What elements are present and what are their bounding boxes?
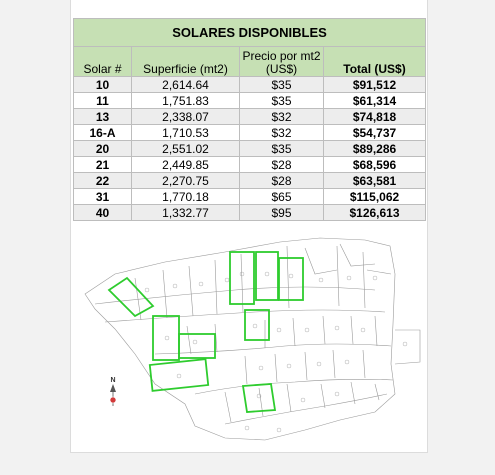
- cell-superficie: 1,332.77: [132, 205, 240, 221]
- cell-total: $89,286: [324, 141, 426, 157]
- cell-superficie: 2,270.75: [132, 173, 240, 189]
- table-row: [74, 77, 426, 93]
- cell-total: $115,062: [324, 189, 426, 205]
- highlighted-lots: [109, 252, 303, 412]
- cell-solar: 21: [74, 157, 132, 173]
- cell-solar: 16-A: [74, 125, 132, 141]
- lot-labels: [145, 272, 407, 432]
- cell-superficie: 2,551.02: [132, 141, 240, 157]
- table-row: [74, 173, 426, 189]
- table-row: [74, 157, 426, 173]
- cell-solar: 13: [74, 109, 132, 125]
- header-precio: Precio por mt2 (US$): [240, 47, 324, 77]
- table-row: [74, 109, 426, 125]
- cell-total: $54,737: [324, 125, 426, 141]
- cell-precio: $35: [240, 93, 324, 109]
- prices-table: [73, 18, 426, 221]
- compass: [110, 377, 116, 406]
- header-total: Total (US$): [324, 47, 426, 77]
- cell-solar: 40: [74, 205, 132, 221]
- cell-solar: 11: [74, 93, 132, 109]
- cell-superficie: 2,449.85: [132, 157, 240, 173]
- cell-precio: $28: [240, 157, 324, 173]
- table-row: [74, 125, 426, 141]
- cell-superficie: 1,770.18: [132, 189, 240, 205]
- lot-highlight: [279, 258, 303, 300]
- site-boundary: [85, 238, 395, 440]
- lot-highlight: [245, 310, 269, 340]
- cell-superficie: 2,338.07: [132, 109, 240, 125]
- table-row: [74, 205, 426, 221]
- cell-total: $61,314: [324, 93, 426, 109]
- compass-icon: [110, 397, 116, 403]
- lot-outlines: [85, 238, 420, 440]
- cell-solar: 22: [74, 173, 132, 189]
- north-label: N: [110, 377, 116, 384]
- cell-precio: $35: [240, 77, 324, 93]
- cell-total: $126,613: [324, 205, 426, 221]
- cell-precio: $28: [240, 173, 324, 189]
- header-superficie: Superficie (mt2): [132, 47, 240, 77]
- cell-superficie: 1,751.83: [132, 93, 240, 109]
- cell-precio: $35: [240, 141, 324, 157]
- road: [225, 394, 387, 424]
- lot-map: [75, 234, 425, 449]
- cell-superficie: 2,614.64: [132, 77, 240, 93]
- cell-superficie: 1,710.53: [132, 125, 240, 141]
- cell-precio: $32: [240, 125, 324, 141]
- cell-precio: $32: [240, 109, 324, 125]
- cell-solar: 10: [74, 77, 132, 93]
- cell-solar: 31: [74, 189, 132, 205]
- cell-total: $68,596: [324, 157, 426, 173]
- table-row: [74, 189, 426, 205]
- table-row: [74, 141, 426, 157]
- cell-precio: $95: [240, 205, 324, 221]
- document-page: [70, 0, 428, 453]
- road: [195, 379, 393, 394]
- lot-highlight: [179, 334, 215, 358]
- cell-total: $74,818: [324, 109, 426, 125]
- header-solar: Solar #: [74, 47, 132, 77]
- cell-total: $63,581: [324, 173, 426, 189]
- lot-map-drawing: [75, 234, 425, 449]
- cell-total: $91,512: [324, 77, 426, 93]
- lot-highlight: [109, 278, 153, 316]
- table-title: SOLARES DISPONIBLES: [74, 19, 426, 47]
- cell-solar: 20: [74, 141, 132, 157]
- table-row: [74, 93, 426, 109]
- cell-precio: $65: [240, 189, 324, 205]
